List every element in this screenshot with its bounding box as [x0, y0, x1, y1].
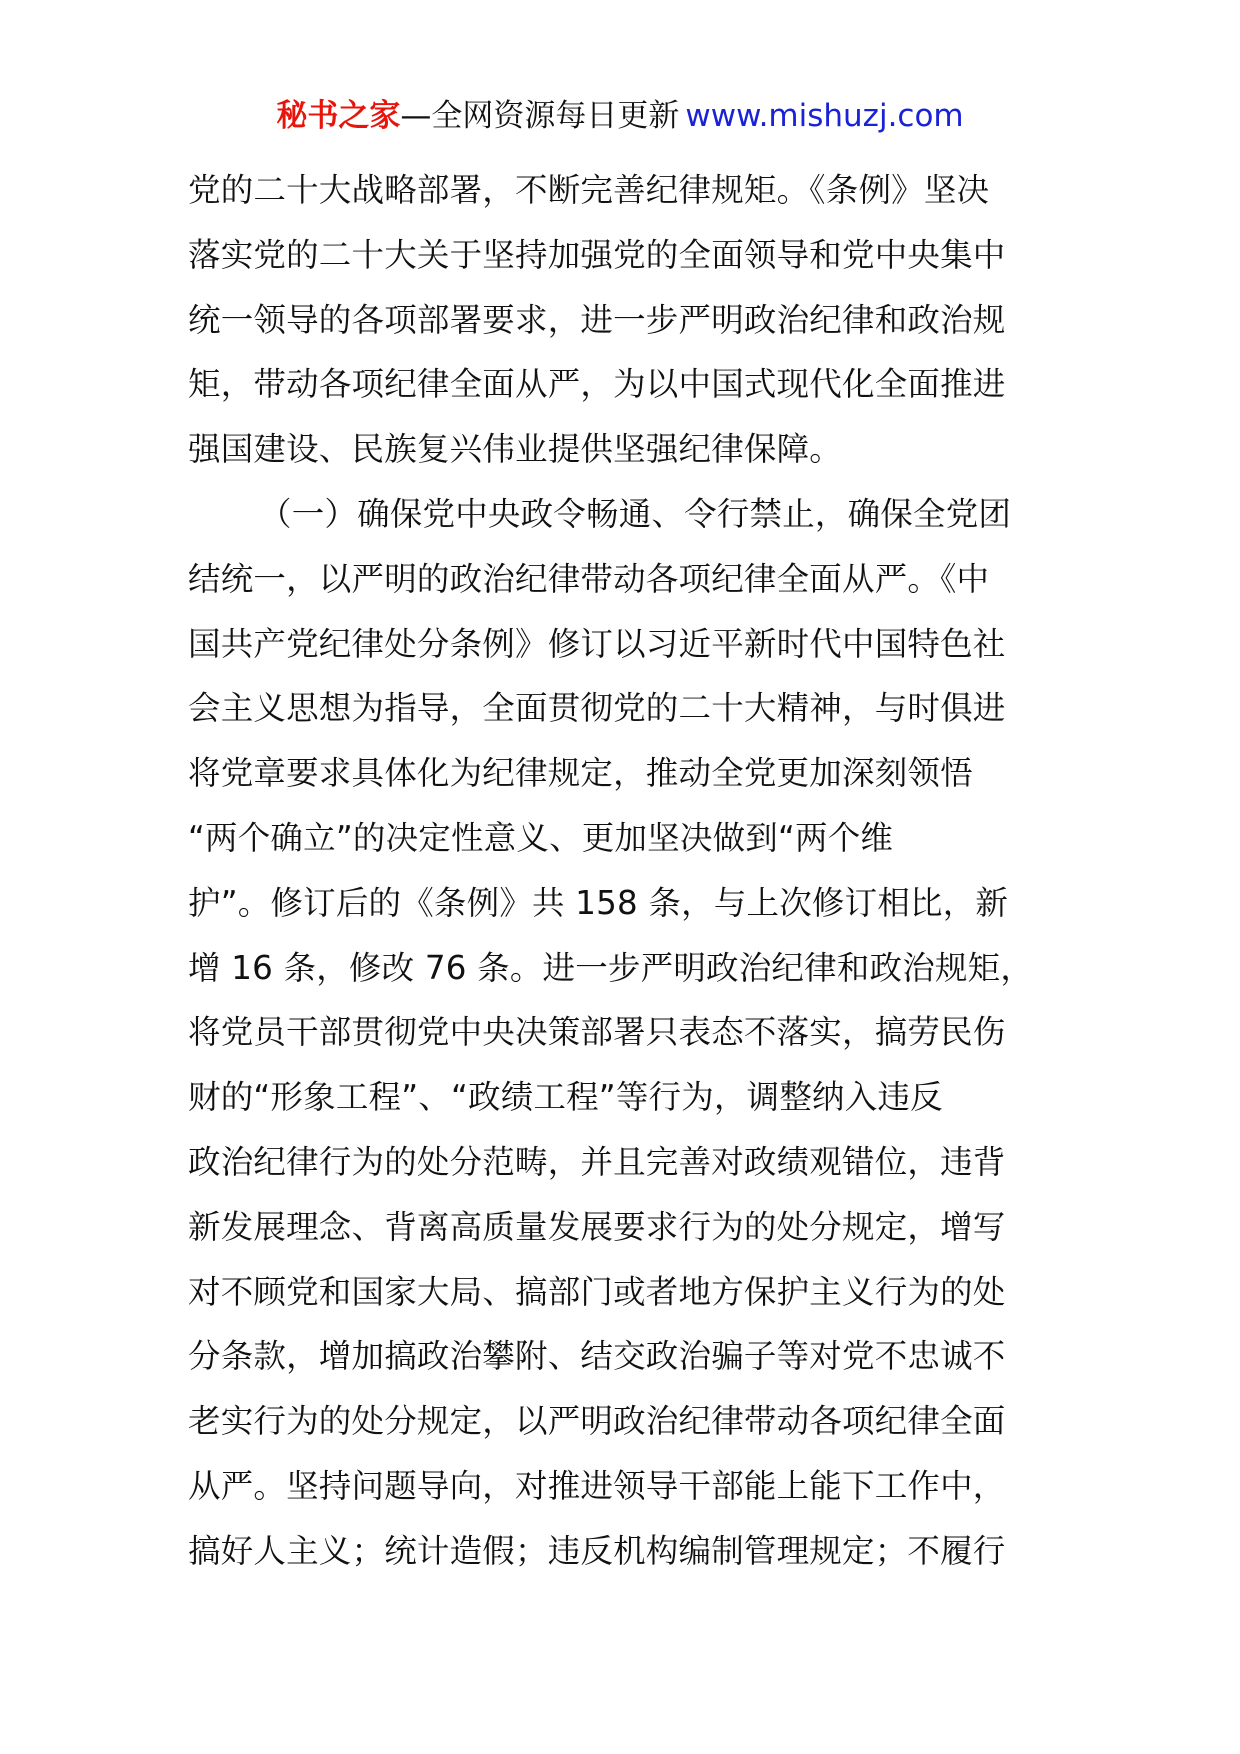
document-body [188, 158, 1058, 1584]
brand-name: 秘书之家 [276, 98, 401, 134]
text-line: 政治纪律行为的处分范畴，并且完善对政绩观错位，违背 [188, 1142, 1006, 1181]
text-line: 落实党的二十大关于坚持加强党的全面领导和党中央集中 [188, 235, 1006, 274]
text-line: 搞好人主义；统计造假；违反机构编制管理规定；不履行 [188, 1531, 1006, 1570]
site-url-link[interactable]: www.mishuzj.com [685, 98, 964, 134]
paragraph-2 [188, 482, 1058, 1584]
text-line: 增 16 条，修改 76 条。进一步严明政治纪律和政治规矩， [188, 948, 1034, 987]
text-line: （一）确保党中央政令畅通、令行禁止，确保全党团 [259, 494, 1012, 533]
header-tagline: —全网资源每日更新 [400, 98, 680, 134]
text-line: 国共产党纪律处分条例》修订以习近平新时代中国特色社 [188, 624, 1006, 663]
text-line: 财的“形象工程”、“政绩工程”等行为，调整纳入违反 [188, 1078, 943, 1117]
text-line: 对不顾党和国家大局、搞部门或者地方保护主义行为的处 [188, 1272, 1006, 1311]
paragraph-1 [188, 158, 1058, 482]
text-line: 强国建设、民族复兴伟业提供坚强纪律保障。 [188, 430, 843, 469]
text-line: 矩，带动各项纪律全面从严，为以中国式现代化全面推进 [188, 365, 1006, 404]
text-line: 统一领导的各项部署要求，进一步严明政治纪律和政治规 [188, 300, 1006, 339]
text-line: 新发展理念、背离高质量发展要求行为的处分规定，增写 [188, 1207, 1006, 1246]
text-line: 结统一，以严明的政治纪律带动各项纪律全面从严。《中 [188, 559, 990, 598]
text-line: 老实行为的处分规定，以严明政治纪律带动各项纪律全面 [188, 1402, 1006, 1441]
text-line: 将党章要求具体化为纪律规定，推动全党更加深刻领悟 [188, 754, 973, 793]
text-line: 会主义思想为指导，全面贯彻党的二十大精神，与时俱进 [188, 689, 1006, 728]
text-line: 分条款，增加搞政治攀附、结交政治骗子等对党不忠诚不 [188, 1337, 1006, 1376]
text-line: “两个确立”的决定性意义、更加坚决做到“两个维 [188, 818, 894, 857]
site-header [0, 96, 1240, 136]
text-line: 将党员干部贯彻党中央决策部署只表态不落实，搞劳民伤 [188, 1013, 1006, 1052]
text-line: 护”。修订后的《条例》共 158 条，与上次修订相比，新 [188, 883, 1009, 922]
text-line: 从严。坚持问题导向，对推进领导干部能上能下工作中， [188, 1466, 1006, 1505]
text-line: 党的二十大战略部署，不断完善纪律规矩。《条例》坚决 [188, 171, 990, 209]
